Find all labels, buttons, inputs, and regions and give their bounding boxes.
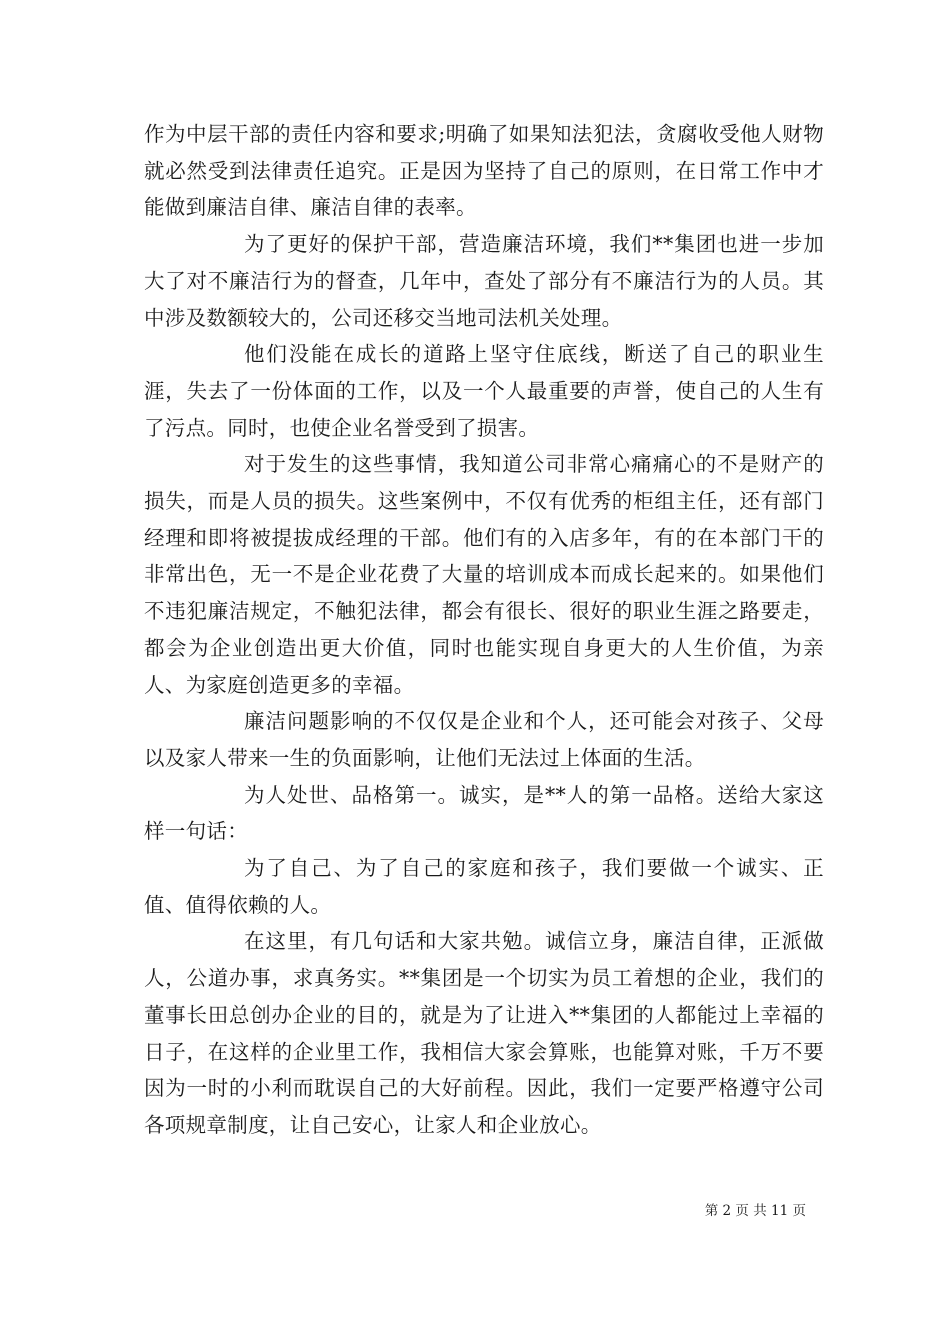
- document-body: [144, 116, 824, 1144]
- paragraph-4: 对于发生的这些事情，我知道公司非常心痛痛心的不是财产的损失，而是人员的损失。这些案例中，不仅有优秀的柜组主任，还有部门经理和即将被提拔成经理的干部。他们有的入店多年，有的在本部门干的非常出色，无一不是企业花费了大量的培训成本而成长起来的。如果他们不违犯廉洁规定，不触犯法律，都会有很长、很好的职业生涯之路要走，都会为企业创造出更大价值，同时也能实现自身更大的人生价值，为亲人、为家庭创造更多的幸福。: [144, 452, 824, 697]
- paragraph-2: 为了更好的保护干部，营造廉洁环境，我们**集团也进一步加大了对不廉洁行为的督查，几年中，查处了部分有不廉洁行为的人员。其中涉及数额较大的，公司还移交当地司法机关处理。: [144, 232, 824, 330]
- paragraph-1: 作为中层干部的责任内容和要求;明确了如果知法犯法，贪腐收受他人财物就必然受到法律责任追究。正是因为坚持了自己的原则，在日常工作中才能做到廉洁自律、廉洁自律的表率。: [144, 122, 824, 220]
- paragraph-7: 为了自己、为了自己的家庭和孩子，我们要做一个诚实、正值、值得依赖的人。: [144, 856, 824, 917]
- paragraph-3: 他们没能在成长的道路上坚守住底线，断送了自己的职业生涯，失去了一份体面的工作，以及一个人最重要的声誉，使自己的人生有了污点。同时，也使企业名誉受到了损害。: [144, 342, 824, 440]
- paragraph-8: 在这里，有几句话和大家共勉。诚信立身，廉洁自律，正派做人，公道办事，求真务实。**集团是一个切实为员工着想的企业，我们的董事长田总创办企业的目的，就是为了让进入**集团的人都能过上幸福的日子，在这样的企业里工作，我相信大家会算账，也能算对账，千万不要因为一时的小利而耽误自己的大好前程。因此，我们一定要严格遵守公司各项规章制度，让自己安心，让家人和企业放心。: [144, 929, 824, 1137]
- paragraph-6: 为人处世、品格第一。诚实，是**人的第一品格。送给大家这样一句话：: [144, 782, 824, 844]
- page-number-footer: 第 2 页 共 11 页: [704, 1203, 806, 1219]
- paragraph-5: 廉洁问题影响的不仅仅是企业和个人，还可能会对孩子、父母以及家人带来一生的负面影响，让他们无法过上体面的生活。: [144, 709, 824, 770]
